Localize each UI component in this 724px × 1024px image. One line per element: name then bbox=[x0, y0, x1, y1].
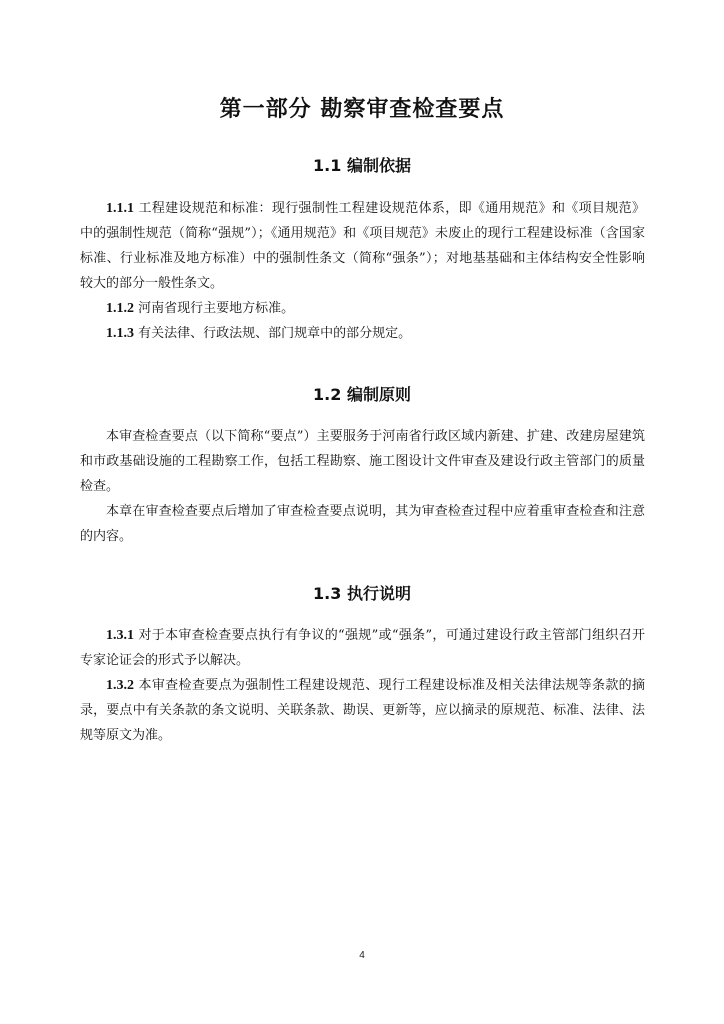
paragraph-text: 本章在审查检查要点后增加了审查检查要点说明，其为审查检查过程中应着重审查检查和注意的内容。 bbox=[80, 504, 645, 544]
paragraph-1-1-2 bbox=[80, 296, 645, 321]
paragraph-1-3-1 bbox=[80, 623, 645, 673]
page-number: 4 bbox=[359, 950, 365, 961]
paragraph-number: 1.1.3 bbox=[106, 326, 134, 341]
paragraph-number: 1.3.2 bbox=[106, 678, 134, 693]
paragraph-text: 河南省现行主要地方标准。 bbox=[138, 301, 295, 316]
paragraph-number: 1.3.1 bbox=[106, 628, 134, 643]
paragraph-text: 本审查检查要点（以下简称“要点”）主要服务于河南省行政区域内新建、扩建、改建房屋建筑和市政基础设施的工程勘察工作，包括工程勘察、施工图设计文件审查及建设行政主管部门的质量检查。 bbox=[80, 429, 645, 494]
paragraph-text: 有关法律、行政法规、部门规章中的部分规定。 bbox=[138, 326, 412, 341]
part-title: 第一部分 勘察审查检查要点 bbox=[219, 97, 505, 122]
paragraph-1-1-3 bbox=[80, 321, 645, 346]
section-title-1-3: 1.3 执行说明 bbox=[313, 584, 411, 603]
paragraph-number: 1.1.2 bbox=[106, 301, 134, 316]
section-title-1-1: 1.1 编制依据 bbox=[313, 156, 411, 175]
section-title-1-2: 1.2 编制原则 bbox=[313, 385, 411, 404]
paragraph-text: 对于本审查检查要点执行有争议的“强规”或“强条”，可通过建设行政主管部门组织召开专家论证会的形式予以解决。 bbox=[80, 628, 645, 668]
paragraph-text: 本审查检查要点为强制性工程建设规范、现行工程建设标准及相关法律法规等条款的摘录，要点中有关条款的条文说明、关联条款、勘误、更新等，应以摘录的原规范、标准、法律、法规等原文为准。 bbox=[80, 678, 645, 743]
paragraph-1-3-2 bbox=[80, 673, 645, 748]
paragraph-1-2-a bbox=[80, 424, 645, 499]
paragraph-1-2-b bbox=[80, 499, 645, 549]
paragraph-number: 1.1.1 bbox=[106, 201, 134, 216]
paragraph-text: 工程建设规范和标准：现行强制性工程建设规范体系，即《通用规范》和《项目规范》中的强制性规范（简称“强规”）；《通用规范》和《项目规范》未废止的现行工程建设标准（含国家标准、行业标准及地方标准）中的强制性条文（简称“强条”）；对地基基础和主体结构安全性影响较大的部分一般性条文。 bbox=[80, 201, 645, 291]
paragraph-1-1-1 bbox=[80, 196, 645, 296]
